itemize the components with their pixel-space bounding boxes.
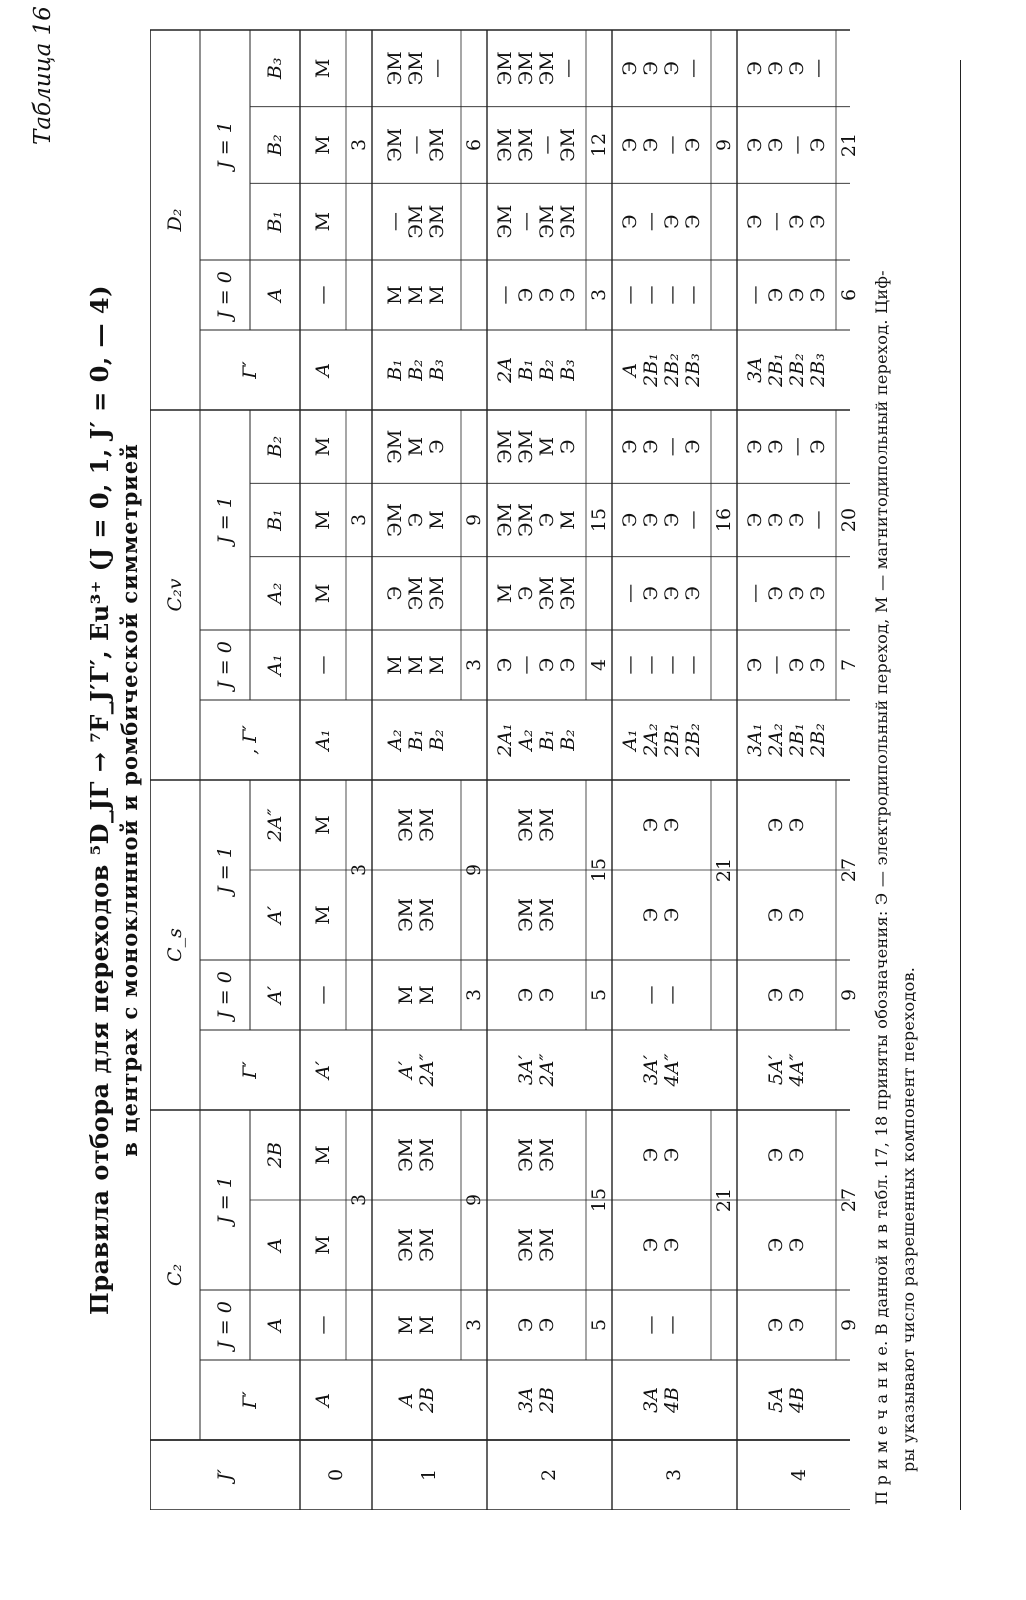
gamma-header: Γ′ <box>238 1391 261 1409</box>
rule-cell: ЭМ ЭМ <box>514 1228 558 1262</box>
rule-cell: ЭМ ЭМ M Э <box>493 429 579 464</box>
j0-count: 9 <box>837 1318 860 1332</box>
gamma-value: 3A 4B <box>639 1386 683 1414</box>
rule-cell: Э Э <box>639 907 683 923</box>
gamma-value: A <box>311 1393 334 1407</box>
rule-cell: ЭМ ЭМ <box>394 898 438 932</box>
rule-cell: ЭМ ЭМ <box>394 808 438 842</box>
jprime-header: J′ <box>213 1469 236 1481</box>
rule-cell: — ЭМ ЭМ <box>384 204 448 239</box>
rule-cell: M <box>311 211 334 232</box>
jprime-value: 0 <box>324 1468 347 1482</box>
j1-count: 3 <box>347 138 370 152</box>
rule-cell: M <box>311 436 334 457</box>
rule-cell: Э — Э Э <box>743 212 829 232</box>
rule-cell: ЭМ ЭМ <box>514 1138 558 1172</box>
gamma-header: , Γ′ <box>238 725 261 755</box>
rule-cell: M <box>311 583 334 604</box>
j0-count: 7 <box>837 658 860 672</box>
irrep-header: A′ <box>263 905 286 925</box>
rule-cell: Э Э Э — <box>618 510 704 530</box>
rule-cell: ЭМ — ЭМ <box>384 128 448 163</box>
j0-count: 3 <box>462 658 485 672</box>
gamma-value: 2A B₁ B₂ B₃ <box>493 357 579 383</box>
rule-cell: — Э Э Э <box>493 285 579 305</box>
j0-count: 3 <box>462 988 485 1002</box>
rule-cell: M M M <box>384 655 448 675</box>
irrep-header: A <box>263 1238 286 1252</box>
rule-cell: Э ЭМ ЭМ <box>384 576 448 611</box>
rule-cell: Э Э <box>764 907 808 923</box>
j1-count: 21 <box>837 132 860 158</box>
j1-count: 21 <box>712 857 735 883</box>
gamma-value: 2A₁ A₂ B₁ B₂ <box>493 723 579 757</box>
rule-cell: M <box>311 1235 334 1255</box>
rule-cell: M <box>311 815 334 835</box>
irrep-header: 2A″ <box>263 808 286 842</box>
rule-cell: — <box>311 1315 334 1335</box>
gamma-header: Γ′ <box>238 361 261 379</box>
j1-count: 27 <box>837 1187 860 1213</box>
gamma-value: A₁ 2A₂ 2B₁ 2B₂ <box>618 723 704 757</box>
table-number: Таблица 16 <box>30 6 56 145</box>
j0-count: 5 <box>587 988 610 1002</box>
group-name: C₂v <box>163 578 186 612</box>
j0-count: 5 <box>587 1318 610 1332</box>
rule-cell: Э Э <box>514 987 558 1003</box>
rule-cell: M M <box>394 985 438 1005</box>
rule-cell: — — <box>639 1315 683 1335</box>
irrep-header: A₁ <box>263 654 286 676</box>
j1-count: 9 <box>712 138 735 152</box>
gamma-value: A 2B <box>394 1386 438 1414</box>
irrep-header: B₁ <box>263 210 286 233</box>
irrep-header: B₂ <box>263 435 286 458</box>
j1-count: 20 <box>837 507 860 533</box>
rule-cell: ЭМ ЭМ — <box>384 51 448 86</box>
gamma-value: 5A 4B <box>764 1386 808 1414</box>
rule-cell: ЭМ M Э <box>384 429 448 464</box>
j0-header: J = 0 <box>213 271 236 319</box>
irrep-header: B₂ <box>263 134 286 156</box>
j0-count: 3 <box>587 288 610 302</box>
jprime-value: 2 <box>538 1468 560 1482</box>
j1-count: 3 <box>347 513 370 527</box>
rule-cell: ЭМ ЭМ <box>394 1138 438 1172</box>
rule-cell: — Э Э Э <box>618 583 704 603</box>
rule-cell: ЭМ ЭМ ЭМ — <box>493 51 579 86</box>
gamma-value: 3A 2B₁ 2B₂ 2B₃ <box>743 353 829 387</box>
gamma-value: A <box>311 363 334 377</box>
gamma-value: 3A₁ 2A₂ 2B₁ 2B₂ <box>743 723 829 757</box>
bottom-rule <box>960 60 961 1510</box>
table-subtitle: в центрах с моноклинной и ромбической симметрией <box>117 443 142 1157</box>
rule-cell: Э Э — Э <box>743 135 829 155</box>
j0-count: 4 <box>587 658 610 672</box>
gamma-value: A 2B₁ 2B₂ 2B₃ <box>618 353 704 387</box>
jprime-value: 4 <box>788 1468 810 1482</box>
jprime-value: 3 <box>663 1468 685 1482</box>
selection-rules-table <box>150 10 860 1510</box>
rule-cell: M <box>311 1145 334 1165</box>
rule-cell: M M M <box>384 285 448 305</box>
rule-cell: ЭМ ЭМ <box>394 1228 438 1262</box>
rule-cell: Э Э Э — <box>743 58 829 78</box>
rule-cell: M <box>311 905 334 925</box>
gamma-value: B₁ B₂ B₃ <box>384 359 448 381</box>
irrep-header: B₁ <box>263 509 286 531</box>
irrep-header: B₃ <box>263 57 286 80</box>
j1-header: J = 1 <box>213 121 236 169</box>
group-name: C_s <box>163 928 186 962</box>
rule-cell: — — — — <box>618 285 704 305</box>
gamma-value: 3A 2B <box>514 1386 558 1414</box>
j0-header: J = 0 <box>213 641 236 689</box>
irrep-header: A′ <box>263 985 286 1005</box>
rule-cell: ЭМ ЭМ — ЭМ <box>493 128 579 163</box>
rule-cell: Э Э <box>764 1147 808 1163</box>
group-name: D₂ <box>163 208 186 232</box>
rule-cell: Э Э <box>764 817 808 833</box>
jprime-value: 1 <box>418 1468 440 1482</box>
j0-count: 9 <box>837 988 860 1002</box>
rule-cell: ЭМ ЭМ <box>514 898 558 932</box>
j1-count: 6 <box>462 138 485 152</box>
gamma-value: A₂ B₁ B₂ <box>384 729 448 751</box>
rule-cell: ЭМ ЭМ <box>514 808 558 842</box>
rule-cell: Э Э <box>764 1317 808 1333</box>
rule-cell: Э Э — Э <box>743 437 829 457</box>
j1-count: 15 <box>587 857 610 883</box>
rule-cell: — Э Э Э <box>743 285 829 305</box>
j1-count: 3 <box>347 863 370 877</box>
rule-cell: — — — — <box>618 655 704 675</box>
note-line-1: П р и м е ч а н и е. В данной и в табл. 17, 18 приняты обозначения: Э — электродипольный переход, М — магнитодипольный переход. Циф- <box>872 270 891 1505</box>
rule-cell: — <box>311 985 334 1005</box>
gamma-value: A′ 2A″ <box>394 1053 438 1087</box>
rule-cell: M <box>311 135 334 155</box>
j0-count: 6 <box>837 288 860 302</box>
irrep-header: A <box>263 1318 286 1332</box>
j0-header: J = 0 <box>213 1301 236 1349</box>
gamma-value: A′ <box>311 1060 334 1080</box>
j1-count: 9 <box>462 863 485 877</box>
table-title: Правила отбора для переходов ⁵D_JΓ → ⁷F_J′Γ′, Eu³⁺ (J = 0, 1, J′ = 0, — 4) <box>85 285 114 1315</box>
j1-header: J = 1 <box>213 1176 236 1224</box>
rule-cell: Э Э — Э <box>618 135 704 155</box>
j1-count: 15 <box>587 1187 610 1213</box>
j1-count: 3 <box>347 1193 370 1207</box>
j1-count: 15 <box>587 507 610 533</box>
rule-cell: — Э Э Э <box>743 583 829 603</box>
rule-cell: M M <box>394 1315 438 1335</box>
j1-count: 21 <box>712 1187 735 1213</box>
gamma-value: 5A′ 4A″ <box>764 1053 808 1087</box>
rule-cell: Э Э <box>639 1147 683 1163</box>
rule-cell: Э Э <box>639 817 683 833</box>
irrep-header: A <box>263 288 286 302</box>
j1-count: 9 <box>462 1193 485 1207</box>
rule-cell: Э Э <box>764 987 808 1003</box>
gamma-header: Γ′ <box>238 1061 261 1079</box>
rule-cell: — <box>311 285 334 305</box>
gamma-value: 3A′ 2A″ <box>514 1053 558 1087</box>
rule-cell: ЭМ — ЭМ ЭМ <box>493 204 579 239</box>
rule-cell: Э Э <box>639 1237 683 1253</box>
j1-count: 12 <box>587 132 610 158</box>
rule-cell: — — <box>639 985 683 1005</box>
j1-count: 27 <box>837 857 860 883</box>
rule-cell: Э Э <box>514 1317 558 1333</box>
rule-cell: Э — Э Э <box>493 655 579 675</box>
rule-cell: Э Э Э — <box>618 58 704 78</box>
rule-cell: M Э ЭМ ЭМ <box>493 576 579 611</box>
rule-cell: M <box>311 58 334 79</box>
irrep-header: 2B <box>263 1141 286 1169</box>
irrep-header: A₂ <box>263 582 286 605</box>
rule-cell: Э Э — Э <box>618 437 704 457</box>
rule-cell: Э — Э Э <box>618 212 704 232</box>
rule-cell: ЭМ ЭМ Э M <box>493 503 579 538</box>
j1-header: J = 1 <box>213 846 236 894</box>
note-line-2: ры указывают число разрешенных компонент переходов. <box>899 966 918 1472</box>
rule-cell: Э Э <box>764 1237 808 1253</box>
rule-cell: Э — Э Э <box>743 655 829 675</box>
rule-cell: — <box>311 655 334 675</box>
j0-count: 3 <box>462 1318 485 1332</box>
j1-count: 9 <box>462 513 485 527</box>
j0-header: J = 0 <box>213 971 236 1019</box>
rule-cell: ЭМ Э M <box>384 503 448 538</box>
rule-cell: Э Э Э — <box>743 510 829 530</box>
gamma-value: 3A′ 4A″ <box>639 1053 683 1087</box>
j1-count: 16 <box>712 507 735 533</box>
group-name: C₂ <box>163 1263 186 1287</box>
gamma-value: A₁ <box>311 729 334 751</box>
j1-header: J = 1 <box>213 496 236 544</box>
rule-cell: M <box>311 510 334 530</box>
